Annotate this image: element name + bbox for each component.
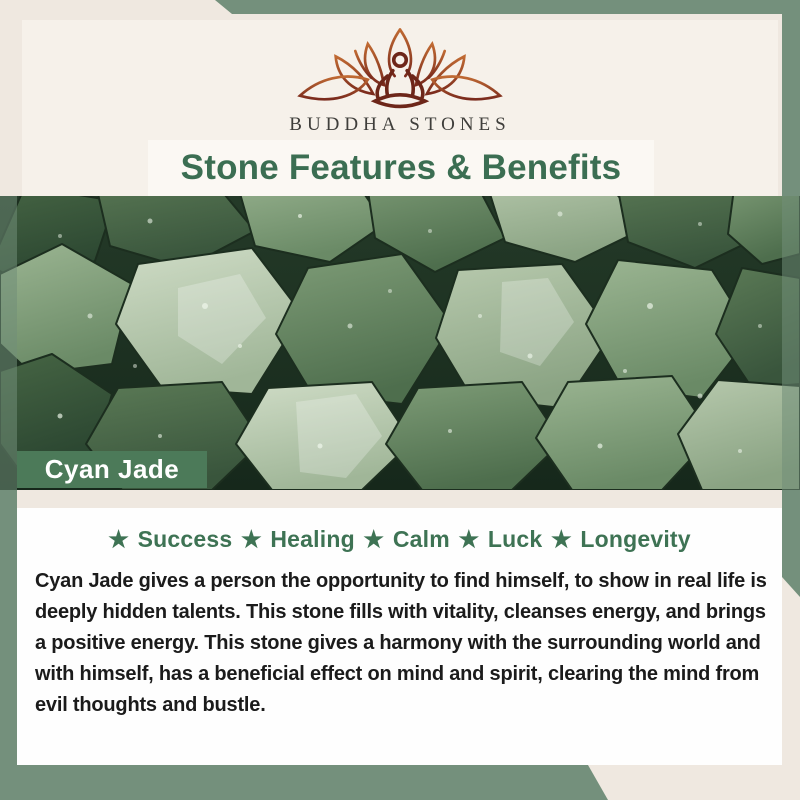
photo-tint-right (782, 196, 800, 490)
page-title: Stone Features & Benefits (180, 148, 622, 187)
stone-description: Cyan Jade gives a person the opportunity to find himself, to show in real life is deeply hidden talents. This stone fills with vitality, cleanses energy, and brings a positive energy. This stone gives a harmony with the surrounding world and with himself, has a beneficial effect on mind and spirit, clearing the mind from evil thoughts and bustle. (35, 570, 767, 716)
stone-photo (0, 196, 800, 490)
right-ribbon-lower (782, 490, 800, 597)
photo-tint-left (0, 196, 17, 490)
left-ribbon (0, 490, 17, 800)
brand-logo (0, 26, 800, 136)
benefits-line: ★ Success ★ Healing ★ Calm ★ Luck ★ Longevity (108, 526, 691, 552)
lotus-meditation-icon (280, 26, 520, 110)
top-ribbon (215, 0, 800, 14)
brand-name: BUDDHA STONES (289, 114, 511, 135)
title-banner (148, 140, 654, 196)
bottom-ribbon (0, 765, 608, 800)
jade-stones-illustration (0, 196, 800, 490)
stone-name-label: Cyan Jade (44, 454, 180, 484)
content-panel (17, 508, 782, 765)
stone-name-badge (17, 451, 207, 488)
